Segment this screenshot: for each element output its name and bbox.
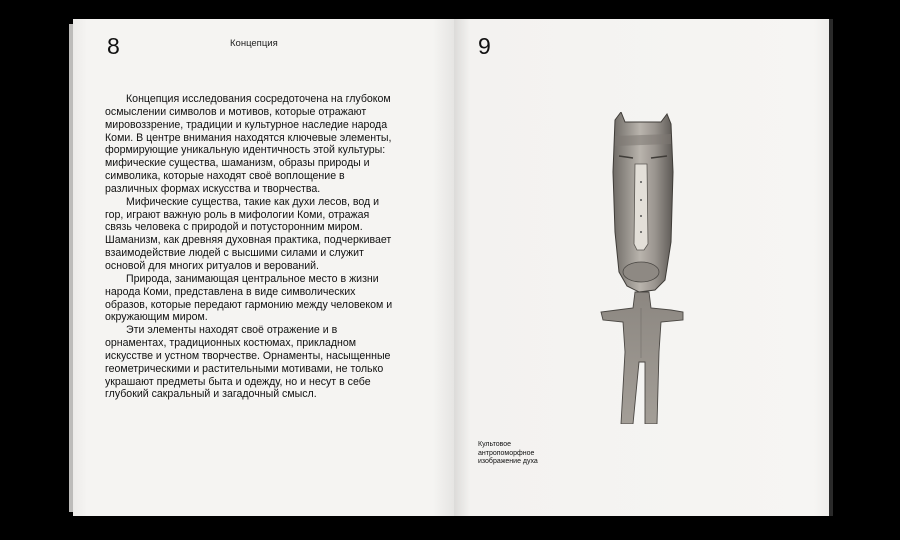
paragraph: Концепция исследования сосредоточена на глубоком осмыслении символов и мотивов, которые отражают мировоззрение, традиции и культурное наследие народа Коми. В центре внимания находятся ключевые элементы, формирующие уникальную идентичность этой культуры: мифические существа, шаманизм, образы природы и символика, которые находят своё воплощение в различных формах искусства и творчества.: [105, 93, 392, 195]
running-head: Концепция: [230, 38, 278, 49]
paragraph: Природа, занимающая центральное место в жизни народа Коми, представлена в виде символических образов, которые передают гармонию между человеком и окружающим миром.: [105, 272, 393, 324]
body-text: [105, 93, 397, 401]
caption-line: антропоморфное: [478, 449, 535, 457]
left-page-number: 8: [107, 33, 121, 59]
right-page-number: 9: [478, 33, 492, 59]
right-page: [454, 19, 829, 516]
paragraph: Эти элементы находят своё отражение и в орнаментах, традиционных костюмах, прикладном искусстве и устном творчестве. Орнаменты, насыщенные геометрическими и растительными мотивами, не только украшают предметы быта и одежду, но и несут в себе глубокий сакральный и загадочный смысл.: [105, 324, 391, 401]
paragraph: Мифические существа, такие как духи лесов, вод и гор, играют важную роль в мифологии Коми, отражая связь человека с природой и потусторонним миром. Шаманизм, как древняя духовная практика, подчеркивает взаимодействие людей с высшими силами и служит основой для многих ритуалов и верований.: [105, 195, 392, 272]
caption-line: Культовое: [478, 441, 512, 448]
caption-line: изображение духа: [478, 458, 538, 466]
left-page: [73, 19, 454, 516]
right-page-edge: [829, 19, 833, 516]
anthropomorphic-figure-icon: [599, 112, 689, 424]
figure-caption: [478, 441, 538, 467]
